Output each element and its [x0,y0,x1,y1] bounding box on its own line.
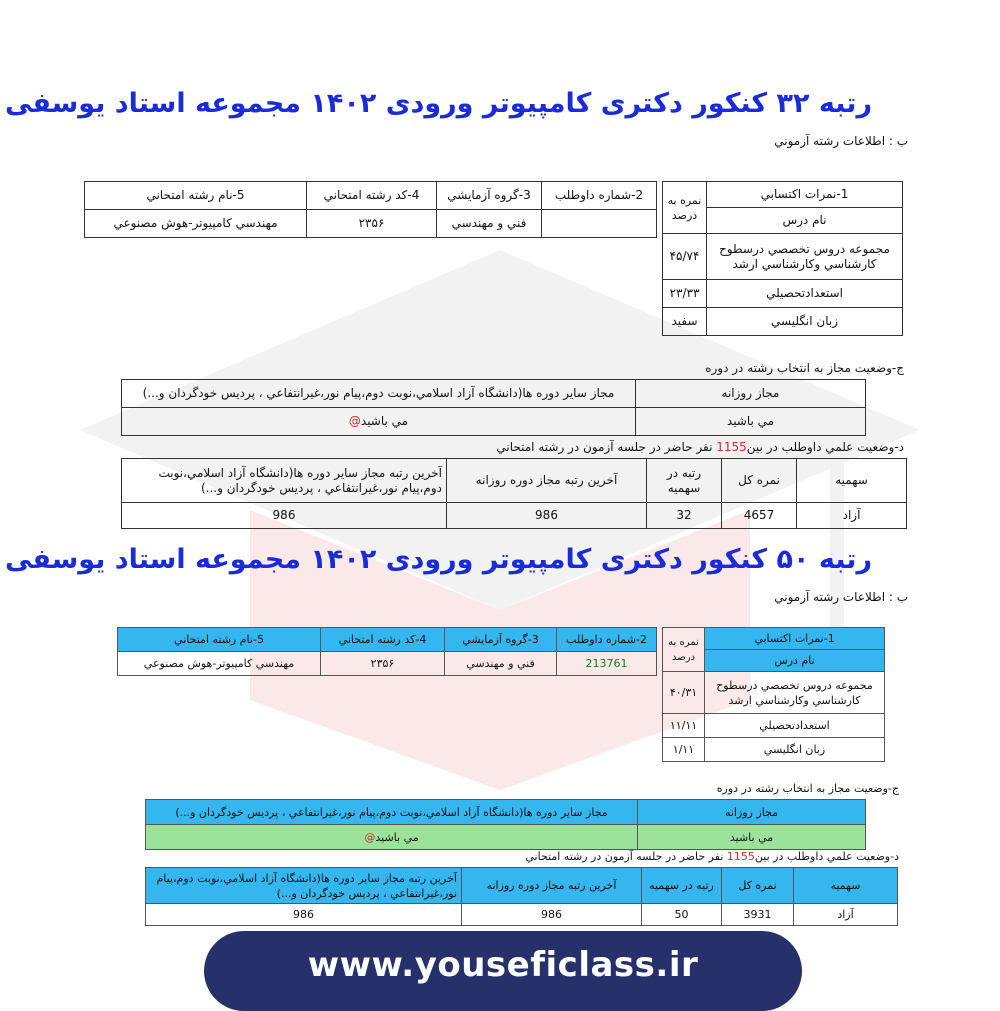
group-value: فني و مهندسي [437,210,542,238]
field-code-header: 4-كد رشته امتحاني [321,628,445,652]
percent-header: نمره به درصد [663,182,707,234]
rank-status-label: د-وضعيت علمي داوطلب در بين1155 نفر حاضر در جلسه آزمون در رشته امتحاني [525,850,899,863]
course-talent: استعدادتحصيلي [705,714,885,738]
rank-status-label: د-وضعيت علمي داوطلب در بين1155 نفر حاضر در جلسه آزمون در رشته امتحاني [496,440,904,454]
field-name-header: 5-نام رشته امتحاني [118,628,321,652]
website-url[interactable]: www.youseficlass.ir [307,945,699,985]
quota-rank-header: رتبه در سهميه [647,459,722,503]
scores-header: 1-نمرات اكتسابي [707,182,903,208]
at-sign: @ [348,414,361,428]
last-daily-rank-header: آخرين رتبه مجاز دوره روزانه [447,459,647,503]
total-score-value: 4657 [722,503,797,529]
allowed-daily-header: مجاز روزانه [636,380,866,408]
rank-table [121,458,907,529]
field-code-value: ۲۳۵۶ [307,210,437,238]
exam-info-table [117,627,657,676]
course-specialized: مجموعه دروس تخصصي درسطوح كارشناسي وكارشناسي ارشد [707,234,903,280]
exam-info-label: ب : اطلاعات رشته آزموني [774,134,908,148]
allowed-daily-value: مي باشيد [638,825,866,850]
total-score-header: نمره كل [722,868,794,904]
candidate-no-value [542,210,657,238]
score-english: سفيد [663,308,707,336]
field-name-value: مهندسي كامپيوتر-هوش مصنوعي [118,652,321,676]
allowed-status-label: ج-وضعيت مجاز به انتخاب رشته در دوره [716,782,899,795]
rank-table [145,867,898,926]
course-name-header: نام درس [705,650,885,672]
exam-info-label: ب : اطلاعات رشته آزموني [774,590,908,604]
candidate-no-header: 2-شماره داوطلب [542,182,657,210]
course-english: زبان انگليسي [707,308,903,336]
page-title-rank-32: رتبه ۳۲ کنکور دکتری کامپیوتر ورودی ۱۴۰۲ مجموعه استاد یوسفی [5,88,872,119]
quota-rank-value: 50 [642,904,722,926]
quota-value: آزاد [797,503,907,529]
quota-header: سهميه [797,459,907,503]
quota-rank-value: 32 [647,503,722,529]
score-specialized: ۴۵/۷۴ [663,234,707,280]
total-score-value: 3931 [722,904,794,926]
percent-header: نمره به درصد [663,628,705,672]
allowed-status-label: ج-وضعيت مجاز به انتخاب رشته در دوره [705,361,904,375]
allowed-daily-value: مي باشيد [636,408,866,436]
allowed-other-value: مي باشيد@ [146,825,638,850]
allowed-other-header: مجاز ساير دوره ها(دانشگاه آزاد اسلامي،نوبت دوم،پيام نور،غيرانتفاعي ، پرديس خودگردان و...) [122,380,636,408]
quota-value: آزاد [794,904,898,926]
course-specialized: مجموعه دروس تخصصي درسطوح كارشناسي وكارشناسي ارشد [705,672,885,714]
allowed-status-table [145,799,866,850]
last-daily-rank-value: 986 [462,904,642,926]
exam-info-table [84,181,657,238]
course-english: زبان انگليسي [705,738,885,762]
last-other-rank-value: 986 [122,503,447,529]
field-name-value: مهندسي كامپيوتر-هوش مصنوعي [85,210,307,238]
allowed-status-table [121,379,866,436]
score-talent: ۱۱/۱۱ [663,714,705,738]
candidate-no-value: 213761 [557,652,657,676]
last-other-rank-header: آخرين رتبه مجاز ساير دوره ها(دانشگاه آزاد اسلامي،نوبت دوم،پيام نور،غيرانتفاعي ، پرديس خودگردان و...) [146,868,462,904]
page-title-rank-50: رتبه ۵۰ کنکور دکتری کامپیوتر ورودی ۱۴۰۲ مجموعه استاد یوسفی [5,544,872,575]
at-sign: @ [364,830,376,844]
website-banner[interactable] [204,931,802,1011]
scores-header: 1-نمرات اكتسابي [705,628,885,650]
last-other-rank-value: 986 [146,904,462,926]
group-header: 3-گروه آزمايشي [437,182,542,210]
field-name-header: 5-نام رشته امتحاني [85,182,307,210]
last-daily-rank-value: 986 [447,503,647,529]
candidate-no-header: 2-شماره داوطلب [557,628,657,652]
score-specialized: ۴۰/۳۱ [663,672,705,714]
course-name-header: نام درس [707,208,903,234]
quota-rank-header: رتبه در سهميه [642,868,722,904]
course-talent: استعدادتحصيلي [707,280,903,308]
allowed-daily-header: مجاز روزانه [638,800,866,825]
scores-table [662,627,885,762]
quota-header: سهميه [794,868,898,904]
group-value: فني و مهندسي [445,652,557,676]
last-other-rank-header: آخرين رتبه مجاز ساير دوره ها(دانشگاه آزاد اسلامي،نوبت دوم،پيام نور،غيرانتفاعي ، پرديس خودگردان و...) [122,459,447,503]
scores-table [662,181,903,336]
score-english: ۱/۱۱ [663,738,705,762]
group-header: 3-گروه آزمايشي [445,628,557,652]
score-talent: ۲۳/۳۳ [663,280,707,308]
allowed-other-header: مجاز ساير دوره ها(دانشگاه آزاد اسلامي،نوبت دوم،پيام نور،غيرانتفاعي ، پرديس خودگردان و...) [146,800,638,825]
allowed-other-value: مي باشيد@ [122,408,636,436]
total-score-header: نمره كل [722,459,797,503]
field-code-header: 4-كد رشته امتحاني [307,182,437,210]
last-daily-rank-header: آخرين رتبه مجاز دوره روزانه [462,868,642,904]
field-code-value: ۲۳۵۶ [321,652,445,676]
